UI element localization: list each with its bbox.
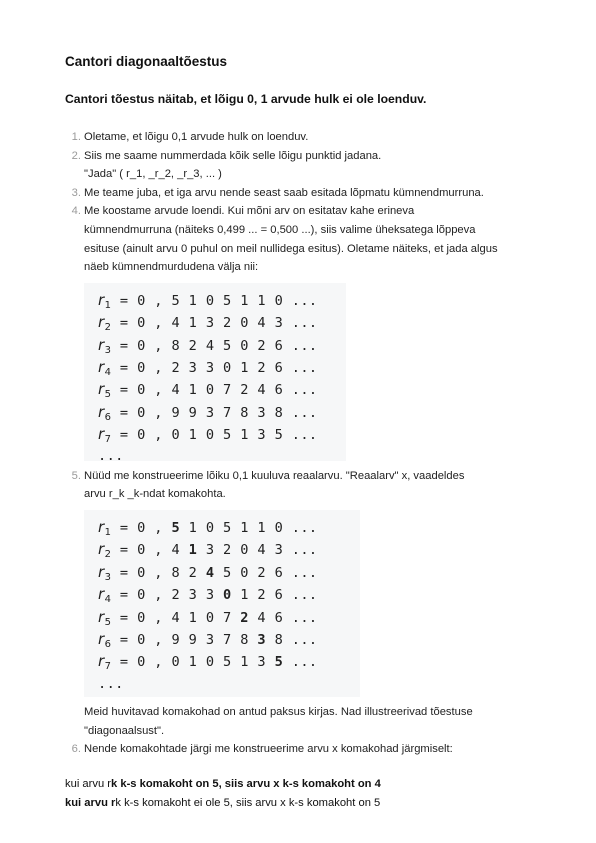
sequence-digit: 4 xyxy=(257,382,266,399)
sequence-digit: 8 xyxy=(171,564,181,581)
sequence-digit: 1 xyxy=(240,427,249,444)
diagonal-digit: 5 xyxy=(274,654,284,671)
document-title: Cantori diagonaaltõestus xyxy=(65,54,228,69)
sequence-label: $r_4$ xyxy=(98,585,112,606)
sequence-row: $r_3 = 0$ , 8 2 4 5 0 2 6 ... xyxy=(98,335,318,356)
list-text: "Jada" ( r_1, _r_2, _r_3, ... ) xyxy=(84,168,222,181)
sequence-digit: 3 xyxy=(188,359,198,376)
sequence-digit: 9 xyxy=(171,404,181,421)
sequence-digit: 1 xyxy=(188,427,198,444)
sequence-digit: 0 xyxy=(223,359,232,376)
list-item xyxy=(65,128,535,147)
sequence-index: 3 xyxy=(104,571,112,583)
sequence-digit: 2 xyxy=(171,587,181,604)
sequence-digit: 0 xyxy=(205,292,215,309)
list-text: Me teame juba, et iga arvu nende seast saab esitada lõpmatu kümnendmurruna. xyxy=(84,186,484,199)
sequence-label: $r_3$ xyxy=(98,562,112,583)
list-text: kümnendmurruna (näiteks 0,499 ... = 0,500 ...), siis valime üheksatega lõppeva xyxy=(84,223,476,236)
sequence-digit: 5 xyxy=(223,654,232,671)
sequence-digit: 9 xyxy=(188,631,198,648)
rule-text: k k-s komakoht ei ole 5, siis arvu x k-s komakoht on 5 xyxy=(115,797,381,809)
diagonal-digit: 0 xyxy=(223,587,232,604)
sequence-label: $r_2$ xyxy=(98,313,112,334)
diagonal-digit: 3 xyxy=(257,631,266,648)
sequence-digit: 4 xyxy=(171,542,181,559)
sequence-row: $r_7 = 0$ , 0 1 0 5 1 3 5 ... xyxy=(98,652,318,673)
sequence-digit: 0 xyxy=(274,292,284,309)
sequence-index: 7 xyxy=(104,661,112,673)
document-subtitle: Cantori tõestus näitab, et lõigu 0, 1 arvude hulk ei ole loenduv. xyxy=(65,92,427,106)
sequence-digit: 7 xyxy=(223,609,232,626)
list-number: 4. xyxy=(71,205,81,218)
sequence-digit: 8 xyxy=(240,404,249,421)
sequence-digit: 3 xyxy=(274,542,284,559)
sequence-ellipsis: ... xyxy=(98,448,124,465)
sequence-digit: 5 xyxy=(223,427,232,444)
rule-line xyxy=(65,794,381,813)
list-text: esituse (ainult arvu 0 puhul on meil nullidega esitus). Oletame näiteks, et jada algus xyxy=(84,242,498,255)
sequence-digit: 2 xyxy=(223,542,232,559)
sequence-digit: 2 xyxy=(188,337,198,354)
list-text: näeb kümnendmurdudena välja nii: xyxy=(84,261,259,274)
sequence-label: $r_3$ xyxy=(98,335,112,356)
list-item xyxy=(65,202,535,465)
sequence-row: $r_2 = 0$ , 4 1 3 2 0 4 3 ... xyxy=(98,540,318,561)
sequence-digit: 1 xyxy=(257,292,266,309)
sequence-index: 5 xyxy=(104,616,112,628)
sequence-digit: 3 xyxy=(205,631,215,648)
sequence-digit: 1 xyxy=(240,292,249,309)
diagonal-code-block xyxy=(84,510,360,697)
sequence-digit: 0 xyxy=(240,337,249,354)
sequence-digit: 1 xyxy=(257,519,266,536)
list-number: 2. xyxy=(71,149,81,162)
construction-rules xyxy=(65,775,381,813)
sequence-digit: 7 xyxy=(223,382,232,399)
sequence-digit: 4 xyxy=(171,609,181,626)
list-text: Me koostame arvude loendi. Kui mõni arv on esitatav kahe erineva xyxy=(84,205,415,218)
rule-line xyxy=(65,775,381,794)
sequence-digit: 0 xyxy=(205,654,215,671)
sequence-digit: 3 xyxy=(257,654,266,671)
sequence-label: $r_5$ xyxy=(98,607,112,628)
sequence-row: $r_6 = 0$ , 9 9 3 7 8 3 8 ... xyxy=(98,402,318,423)
list-text: Siis me saame nummerdada kõik selle lõigu punktid jadana. xyxy=(84,149,382,162)
sequence-digit: 1 xyxy=(188,292,198,309)
sequence-digit: 2 xyxy=(223,315,232,332)
sequence-digit: 3 xyxy=(205,315,215,332)
sequence-row: $r_5 = 0$ , 4 1 0 7 2 4 6 ... xyxy=(98,380,318,401)
sequence-digit: 3 xyxy=(205,359,215,376)
sequence-index: 6 xyxy=(104,411,112,423)
sequence-label: $r_1$ xyxy=(98,517,112,538)
sequence-digit: 1 xyxy=(188,315,198,332)
sequence-row: $r_6 = 0$ , 9 9 3 7 8 3 8 ... xyxy=(98,629,318,650)
sequence-digit: 5 xyxy=(223,292,232,309)
sequence-digit: 8 xyxy=(274,631,284,648)
sequence-digit: 0 xyxy=(240,542,249,559)
sequence-digit: 5 xyxy=(274,427,284,444)
sequence-index: 5 xyxy=(104,389,112,401)
rule-lead: kui arvu r xyxy=(65,778,112,790)
sequence-digit: 3 xyxy=(257,427,266,444)
sequence-digit: 3 xyxy=(205,542,215,559)
sequence-digit: 2 xyxy=(257,587,266,604)
sequence-row: $r_7 = 0$ , 0 1 0 5 1 3 5 ... xyxy=(98,425,318,446)
sequence-digit: 0 xyxy=(205,427,215,444)
sequence-label: $r_6$ xyxy=(98,402,112,423)
sequence-index: 1 xyxy=(104,526,112,538)
sequence-code-block xyxy=(84,283,346,465)
sequence-digit: 9 xyxy=(171,631,181,648)
sequence-digit: 6 xyxy=(274,609,284,626)
sequence-digit: 2 xyxy=(171,359,181,376)
sequence-digit: 8 xyxy=(240,631,249,648)
sequence-index: 4 xyxy=(104,366,112,378)
sequence-digit: 3 xyxy=(274,315,284,332)
sequence-index: 7 xyxy=(104,434,112,446)
sequence-row: $r_1 = 0$ , 5 1 0 5 1 1 0 ... xyxy=(98,517,318,538)
sequence-index: 4 xyxy=(104,594,112,606)
proof-steps-list xyxy=(65,128,535,759)
list-number: 6. xyxy=(71,743,81,756)
sequence-label: $r_6$ xyxy=(98,629,112,650)
list-number: 5. xyxy=(71,469,81,482)
sequence-digit: 6 xyxy=(274,337,284,354)
sequence-digit: 3 xyxy=(205,404,215,421)
rule-text: k k-s komakoht on 5, siis arvu x k-s komakoht on 4 xyxy=(111,778,381,790)
sequence-row: $r_3 = 0$ , 8 2 4 5 0 2 6 ... xyxy=(98,562,318,583)
sequence-digit: 6 xyxy=(274,587,284,604)
list-text: Nende komakohtade järgi me konstrueerime arvu x komakohad järgmiselt: xyxy=(84,743,453,756)
sequence-index: 6 xyxy=(104,638,112,650)
sequence-digit: 2 xyxy=(257,359,266,376)
sequence-label: $r_5$ xyxy=(98,380,112,401)
sequence-digit: 1 xyxy=(188,519,198,536)
sequence-digit: 6 xyxy=(274,382,284,399)
sequence-row: $r_1 = 0$ , 5 1 0 5 1 1 0 ... xyxy=(98,290,318,311)
sequence-label: $r_7$ xyxy=(98,425,112,446)
sequence-digit: 2 xyxy=(188,564,198,581)
sequence-row: $r_4 = 0$ , 2 3 3 0 1 2 6 ... xyxy=(98,585,318,606)
sequence-digit: 1 xyxy=(188,654,198,671)
sequence-digit: 0 xyxy=(240,564,249,581)
sequence-digit: 5 xyxy=(171,292,181,309)
sequence-digit: 9 xyxy=(188,404,198,421)
list-text: Nüüd me konstrueerime lõiku 0,1 kuuluva reaalarvu. "Reaalarv" x, vaadeldes xyxy=(84,469,465,482)
list-item xyxy=(65,467,535,740)
sequence-digit: 8 xyxy=(171,337,181,354)
sequence-digit: 0 xyxy=(171,427,181,444)
sequence-digit: 4 xyxy=(171,382,181,399)
list-item xyxy=(65,147,535,184)
sequence-digit: 4 xyxy=(257,315,266,332)
sequence-digit: 3 xyxy=(257,404,266,421)
sequence-digit: 3 xyxy=(188,587,198,604)
sequence-digit: 2 xyxy=(257,564,266,581)
sequence-digit: 0 xyxy=(240,315,249,332)
list-item xyxy=(65,184,535,203)
sequence-digit: 0 xyxy=(205,382,215,399)
sequence-digit: 4 xyxy=(171,315,181,332)
sequence-digit: 4 xyxy=(257,542,266,559)
sequence-digit: 0 xyxy=(205,609,215,626)
sequence-digit: 1 xyxy=(240,587,249,604)
sequence-digit: 1 xyxy=(240,654,249,671)
sequence-row: $r_4 = 0$ , 2 3 3 0 1 2 6 ... xyxy=(98,357,318,378)
sequence-digit: 3 xyxy=(205,587,215,604)
sequence-digit: 4 xyxy=(205,337,215,354)
sequence-digit: 8 xyxy=(274,404,284,421)
sequence-digit: 6 xyxy=(274,564,284,581)
sequence-row: $r_5 = 0$ , 4 1 0 7 2 4 6 ... xyxy=(98,607,318,628)
list-number: 1. xyxy=(71,131,81,143)
sequence-row: $r_2 = 0$ , 4 1 3 2 0 4 3 ... xyxy=(98,313,318,334)
sequence-digit: 1 xyxy=(188,382,198,399)
sequence-index: 3 xyxy=(104,344,112,356)
list-text: Meid huvitavad komakohad on antud paksus kirjas. Nad illustreerivad tõestuse xyxy=(84,705,473,718)
sequence-digit: 1 xyxy=(188,609,198,626)
sequence-label: $r_4$ xyxy=(98,357,112,378)
sequence-label: $r_7$ xyxy=(98,652,112,673)
sequence-ellipsis: ... xyxy=(98,675,124,692)
sequence-label: $r_2$ xyxy=(98,540,112,561)
diagonal-digit: 5 xyxy=(171,519,181,536)
list-text: arvu r_k _k-ndat komakohta. xyxy=(84,488,226,501)
sequence-digit: 0 xyxy=(205,519,215,536)
sequence-digit: 2 xyxy=(257,337,266,354)
sequence-index: 2 xyxy=(104,322,112,334)
sequence-digit: 0 xyxy=(171,654,181,671)
sequence-digit: 7 xyxy=(223,404,232,421)
sequence-digit: 5 xyxy=(223,519,232,536)
list-number: 3. xyxy=(71,186,81,199)
sequence-index: 1 xyxy=(104,299,112,311)
rule-lead: kui arvu r xyxy=(65,797,116,809)
sequence-label: $r_1$ xyxy=(98,290,112,311)
list-text: "diagonaalsust". xyxy=(84,724,165,737)
sequence-digit: 1 xyxy=(240,359,249,376)
list-item xyxy=(65,740,535,759)
sequence-digit: 5 xyxy=(223,564,232,581)
sequence-digit: 7 xyxy=(223,631,232,648)
diagonal-digit: 4 xyxy=(205,564,215,581)
sequence-digit: 6 xyxy=(274,359,284,376)
sequence-digit: 0 xyxy=(274,519,284,536)
sequence-digit: 4 xyxy=(257,609,266,626)
sequence-digit: 1 xyxy=(240,519,249,536)
sequence-index: 2 xyxy=(104,549,112,561)
sequence-digit: 2 xyxy=(240,382,249,399)
diagonal-digit: 1 xyxy=(188,542,198,559)
sequence-digit: 5 xyxy=(223,337,232,354)
diagonal-digit: 2 xyxy=(240,609,249,626)
list-text: Oletame, et lõigu 0,1 arvude hulk on loenduv. xyxy=(84,131,309,143)
